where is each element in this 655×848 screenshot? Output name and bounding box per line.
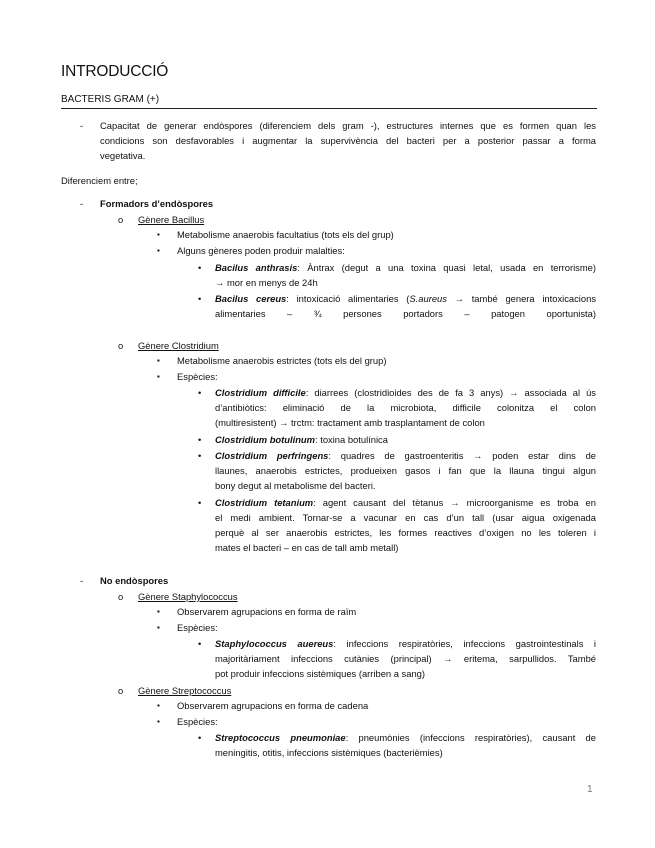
species-name: Clostridium perfringens xyxy=(215,450,329,461)
dot-bullet: • xyxy=(198,262,202,273)
intro-line: condicions son desfavorables i augmentar la supervivència del bacteri per a posterior passar a forma xyxy=(100,135,596,146)
intro-paragraph xyxy=(100,118,596,163)
species-text: : pneumònies (infeccions respiratòries), causant de xyxy=(345,732,596,743)
species-tetanium xyxy=(215,495,596,555)
clostridium-item: Metabolisme anaerobis estrictes (tots els del grup) xyxy=(177,355,387,366)
dot-bullet: • xyxy=(198,293,202,304)
species-name: Streptococcus pneumoniae xyxy=(215,732,346,743)
circle-bullet: o xyxy=(118,591,124,602)
genus-clostridium: Gènere Clostridium xyxy=(138,340,219,351)
species-text: pot produir infeccions sistèmiques (arriben a sang) xyxy=(215,668,425,679)
intro-line: Capacitat de generar endòspores (diferenciem dels gram -), estructures internes que es formen quan les xyxy=(100,120,596,131)
genus-bacillus: Gènere Bacillus xyxy=(138,214,205,225)
species-text: S.aureus xyxy=(409,293,447,304)
staphylococcus-item: Espècies: xyxy=(177,622,218,633)
formadors-heading: Formadors d’endòspores xyxy=(100,198,214,209)
dot-bullet: • xyxy=(198,732,202,743)
species-text: el medi ambient. Tornar-se a vacunar en cas d’un tall (usar aigua oxigenada xyxy=(215,512,596,523)
species-botulinum xyxy=(215,432,388,447)
bacillus-item: Alguns gèneres poden produir malalties: xyxy=(177,245,345,256)
square-bullet: ▪ xyxy=(157,607,160,616)
species-text: majoritàriament infeccions cutànies (principal) → eritema, sarpullidos. També xyxy=(215,653,596,664)
species-text: mates el bacteri – en cas de tall amb metall) xyxy=(215,542,399,553)
heading-rule xyxy=(61,108,597,109)
species-name: Staphylococcus auereus xyxy=(215,638,334,649)
dot-bullet: • xyxy=(198,387,202,398)
species-pneumoniae xyxy=(215,730,596,760)
genus-streptococcus: Gènere Streptococcus xyxy=(138,685,232,696)
species-text: : intoxicació alimentaries ( xyxy=(286,293,410,304)
square-bullet: ▪ xyxy=(157,372,160,381)
diferenciem-text: Diferenciem entre; xyxy=(61,175,138,186)
species-text: bony degut al metabolisme del bacteri. xyxy=(215,480,376,491)
clostridium-item: Espècies: xyxy=(177,371,218,382)
species-text: (multiresistent) → trctm: tractament amb trasplantament de colon xyxy=(215,417,485,428)
square-bullet: ▪ xyxy=(157,230,160,239)
species-aureus xyxy=(215,636,596,681)
document-subtitle: BACTERIS GRAM (+) xyxy=(61,94,160,105)
no-endospores-heading: No endòspores xyxy=(100,575,169,586)
circle-bullet: o xyxy=(118,685,124,696)
dot-bullet: • xyxy=(198,434,202,445)
species-perfringens xyxy=(215,448,596,493)
species-difficile xyxy=(215,385,596,430)
species-text: meningitis, otitis, infeccions sistèmiques (bacterièmies) xyxy=(215,747,443,758)
species-text: : infeccions respiratòries, infeccions gastrointestinals i xyxy=(333,638,596,649)
genus-staphylococcus: Gènere Staphylococcus xyxy=(138,591,238,602)
circle-bullet: o xyxy=(118,214,124,225)
streptococcus-item: Espècies: xyxy=(177,716,218,727)
document-title: INTRODUCCIÓ xyxy=(61,63,169,80)
dot-bullet: • xyxy=(198,638,202,649)
species-text: : agent causant del tètanus → microorganisme es troba en xyxy=(313,497,596,508)
species-cereus xyxy=(215,291,596,321)
bacillus-item: Metabolisme anaerobis facultatius (tots els del grup) xyxy=(177,229,394,240)
species-text: d’antibiòtics: eliminació de la microbiota, difficile colonitza el colon xyxy=(215,402,596,413)
dash-bullet: - xyxy=(80,198,84,209)
species-name: Clostridium difficile xyxy=(215,387,306,398)
dash-bullet: - xyxy=(80,120,84,131)
species-text: perquè al ser anaerobis estrictes, les formes reactives d’oxigen no les toleren i xyxy=(215,527,596,538)
square-bullet: ▪ xyxy=(157,246,160,255)
square-bullet: ▪ xyxy=(157,623,160,632)
dot-bullet: • xyxy=(198,450,202,461)
species-name: Clostridium botulinum xyxy=(215,434,315,445)
streptococcus-item: Observarem agrupacions en forma de cadena xyxy=(177,700,369,711)
page-number: 1 xyxy=(587,784,593,795)
intro-line: vegetativa. xyxy=(100,150,146,161)
square-bullet: ▪ xyxy=(157,356,160,365)
species-text: : toxina botulínica xyxy=(315,434,388,445)
species-text: alimentaries – ¾ persones portadors – patogen oportunista) xyxy=(215,308,596,319)
species-name: Clostridium tetanium xyxy=(215,497,314,508)
staphylococcus-item: Observarem agrupacions en forma de raïm xyxy=(177,606,357,617)
square-bullet: ▪ xyxy=(157,701,160,710)
dot-bullet: • xyxy=(198,497,202,508)
species-text: : quadres de gastroenteritis → poden estar dins de xyxy=(328,450,597,461)
square-bullet: ▪ xyxy=(157,717,160,726)
species-name: Bacilus anthrasis xyxy=(215,262,298,273)
species-text: → mor en menys de 24h xyxy=(215,277,318,288)
dash-bullet: - xyxy=(80,575,84,586)
circle-bullet: o xyxy=(118,340,124,351)
species-text: llaunes, anaerobis estrictes, produeixen gasos i fan que la llauna tingui algun xyxy=(215,465,596,476)
species-anthrasis xyxy=(215,260,596,290)
species-text: : diarrees (clostridioides des de fa 3 anys) → associada al ús xyxy=(305,387,596,398)
species-text: : Àntrax (degut a una toxina quasi letal, usada en terrorisme) xyxy=(297,262,597,273)
species-name: Bacilus cereus xyxy=(215,293,287,304)
species-text: → també genera intoxicacions xyxy=(446,293,597,304)
